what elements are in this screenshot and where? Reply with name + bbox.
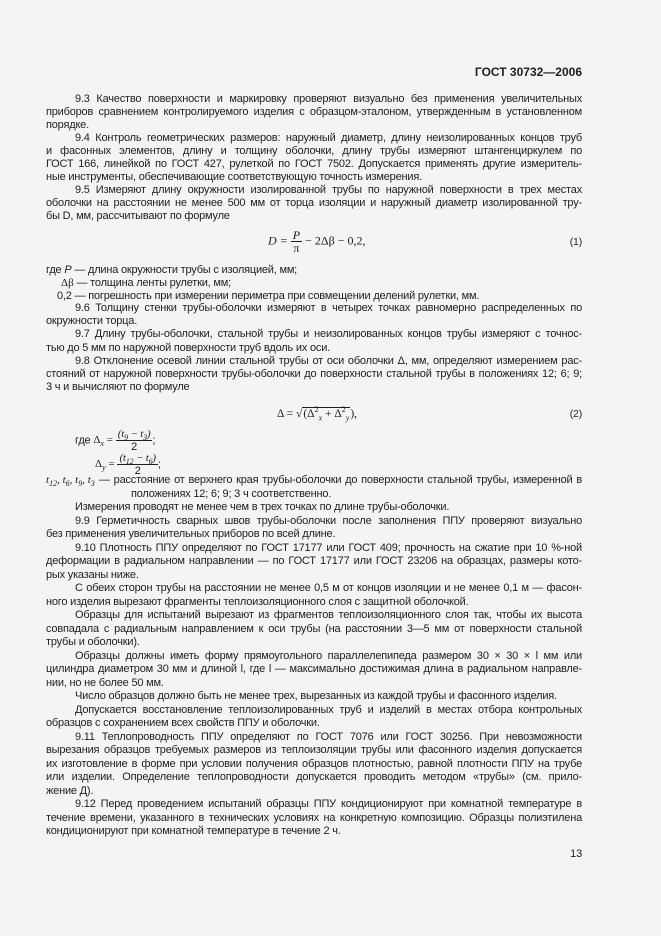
sub-y: y (345, 413, 350, 423)
section-measurements-9-9-to-9-12 (46, 501, 582, 839)
paragraph (46, 798, 582, 839)
numerator: $(t_9 - t_3)$ (117, 428, 151, 443)
definition-p (46, 264, 297, 277)
formula-1-numerator: P (292, 228, 301, 242)
text-line: нии, но не более 50 мм. (46, 676, 164, 689)
delta-symbol: Δ (95, 458, 103, 471)
paragraph (46, 609, 582, 650)
text-line: 9.4 Контроль геометрических размеров: наружный диаметр, длину неизолированных концов труб (75, 132, 582, 144)
section-9-6-to-9-8 (46, 302, 582, 394)
text-line: Образцы должны иметь форму прямоугольного параллелепипеда размером 30 × 30 × l мм или (75, 649, 582, 662)
definition-text: — погрешность при измерении периметра при совмещении делений рулетки, мм. (74, 290, 480, 302)
text-line: 3 ч и вычисляют по формуле (46, 381, 190, 394)
text-line: Допускается восстановление теплоизолированных труб и изделий в местах отбора контрольных (75, 703, 582, 716)
delta-x-fraction (116, 428, 156, 453)
delta-y: Δ (334, 408, 342, 420)
sub: x (100, 439, 104, 449)
text-line: и фасонных элементов, длину и толщину оболочки, длину трубы измеряют штангенциркулем по (46, 145, 582, 157)
formula-1-lhs: D = (268, 233, 288, 248)
page-number: 13 (570, 848, 582, 860)
power: 2 (341, 405, 346, 415)
paragraph (46, 515, 582, 542)
paragraph (46, 328, 582, 354)
formula-2 (277, 405, 358, 423)
paragraph (46, 184, 582, 223)
text-line: стояний от наружной поверхности трубы-оболочки до поверхности стальной трубы в положениях 12; 6; 9; (46, 367, 582, 380)
text-line: жение Д). (46, 784, 94, 797)
paragraph (46, 650, 582, 691)
text-line: приборов сравнением контролируемого изделия с образцом-эталоном, утвержденным в установленном (46, 106, 582, 118)
text-line: течение времени, указанного в технических условиях на конкретную композицию. Образцы полиэтилена (46, 811, 582, 824)
section-9-3-to-9-5 (46, 93, 582, 223)
text-line: 9.6 Толщину стенки трубы-оболочки измеряют в четырех точках равномерно распределенных по (75, 302, 582, 314)
definition-symbol: Δβ (61, 277, 74, 289)
text-line: 9.3 Качество поверхности и маркировку проверяют визуально без применения увеличительных (75, 93, 582, 105)
formula-1-denominator: π (291, 241, 302, 254)
text-line: их изготовление в форме при условии получения образцов плотностью, равной плотности ППУ на трубе (46, 757, 582, 770)
paragraph (46, 704, 582, 731)
paragraph (46, 582, 582, 609)
text-line: 9.12 Перед проведением испытаний образцы ППУ кондиционируют при комнатной температуре в (75, 798, 582, 810)
text-line: 9.8 Отклонение осевой линии стальной трубы от оси оболочки Δ, мм, определяют измерением рас- (75, 354, 582, 367)
text-line: порядке. (46, 119, 89, 131)
text-line: совпадала с радиальным направлением к оси трубы (на расстоянии 3—5 мм от поверхности стальной (46, 622, 582, 635)
text-line: вырезания образцов требуемых размеров из теплоизоляции трубы или фасонного изделия допускается (46, 744, 582, 756)
text-line: оболочки на расстоянии не менее 500 мм от торца изоляции и наружный диаметр изолированной тру- (46, 197, 582, 209)
denominator: 2 (131, 441, 138, 453)
numerator: $(t_{12} - t_6)$ (119, 452, 156, 467)
definition-text: — толщина ленты рулетки, мм; (76, 277, 231, 289)
power: 2 (314, 405, 319, 415)
semicolon: ; (152, 434, 156, 447)
text-line: цилиндра диаметром 30 мм и длиной l, где l — максимально достижимая длина в радиальном направле- (46, 663, 582, 675)
formula-1-fraction (291, 229, 302, 254)
text-line: Образцы для испытаний вырезают из фрагментов теплоизоляционного слоя так, чтобы их высота (75, 609, 582, 621)
text-line: рых указаны ниже. (46, 568, 139, 581)
paragraph (46, 132, 582, 184)
formula-1-rest: − 2Δβ − 0,2, (305, 233, 366, 248)
definition-symbol: P (64, 264, 72, 276)
text-line: кондиционируют при комнатной температуре в течение 2 ч. (46, 825, 341, 837)
delta-x: Δ (307, 408, 315, 420)
t-definition (46, 474, 582, 501)
paragraph (46, 542, 582, 583)
equals: = (106, 434, 113, 447)
text-line: ГОСТ 166, линейкой по ГОСТ 427, рулеткой по ГОСТ 7502. Допускается применять другие измеритель- (46, 158, 582, 170)
delta-symbol: Δ (93, 434, 101, 447)
text-line: 9.10 Плотность ППУ определяют по ГОСТ 17177 или ГОСТ 409; прочность на сжатие при 10 %-ной (75, 541, 582, 554)
definition-symbol: 0,2 (57, 290, 72, 302)
formula-1-number: (1) (569, 236, 582, 248)
text-line: образцов с сохранением всех свойств ППУ и оболочки. (46, 717, 320, 729)
paragraph (46, 731, 582, 799)
text-line: 9.11 Теплопроводность ППУ определяют по ГОСТ 7076 или ГОСТ 30256. При невозможности (75, 730, 582, 743)
sub: y (102, 463, 106, 473)
formula-1 (268, 229, 365, 254)
delta-x-definition (75, 428, 155, 453)
paragraph (46, 93, 582, 132)
sub-x: x (318, 413, 323, 423)
text-line: 9.7 Длину трубы-оболочки, стальной трубы и неизолированных концов трубы измеряют с точнос- (75, 328, 582, 341)
semicolon: ; (157, 458, 161, 471)
plus: + (325, 408, 332, 420)
text-line: С обеих сторон трубы на расстоянии не менее 0,5 м от концов изоляции и не менее 0,1 м — фасон- (75, 582, 582, 594)
where-label: где (75, 434, 91, 447)
text-line: 9.9 Герметичность сварных швов трубы-оболочки после заполнения ППУ проверяют визуально (75, 514, 582, 527)
text-line: — расстояние от верхнего края трубы-оболочки до поверхности стальной трубы, измеренной в (99, 474, 582, 486)
text-line: Число образцов должно быть не менее трех, вырезанных из каждой трубы и фасонного изделия. (75, 690, 557, 702)
definition-text: — длина окружности трубы с изоляцией, мм; (74, 264, 298, 276)
paragraph (46, 355, 582, 395)
paren: ), (350, 408, 358, 420)
sqrt-icon: √ (296, 408, 303, 420)
text-line: окружности торца. (46, 315, 138, 328)
paragraph (46, 302, 582, 328)
formula-2-number: (2) (569, 408, 582, 420)
text-line: трубы и оболочки). (46, 636, 140, 648)
text-line: бы D, мм, рассчитывают по формуле (46, 210, 230, 222)
text-line: положениях 12; 6; 9; 3 ч соответственно. (131, 487, 332, 500)
where-label: где (46, 264, 62, 276)
text-line: ные инструменты, обеспечивающие соответствующую точность измерения. (46, 171, 422, 183)
definition-delta-beta (61, 277, 231, 290)
formula-2-lhs: Δ = (277, 408, 294, 420)
text-line: без применения увеличительных приборов по всей длине. (46, 528, 336, 540)
text-line: Измерения проводят не менее чем в трех точках по длине трубы-оболочки. (75, 501, 450, 513)
paren: ( (303, 408, 308, 420)
t-symbols: $t_{12}$, $t_6$, $t_9$, $t_3$ (46, 474, 95, 489)
equals: = (108, 458, 115, 471)
text-line: тью до 5 мм по наружной поверхности труб вдоль их оси. (46, 341, 331, 354)
formula-2-radicand (302, 405, 350, 423)
text-line: или изделии. Определение теплопроводности допускается проводить методом «трубы» (см. прило- (46, 771, 582, 783)
paragraph (46, 690, 582, 704)
denominator: 2 (134, 465, 141, 477)
text-line: ного изделия вырезают фрагменты теплоизоляционного слоя с защитной оболочкой. (46, 595, 469, 608)
text-line: 9.5 Измеряют длину окружности изолированной трубы по наружной поверхности в трех местах (75, 184, 582, 196)
paragraph (46, 501, 582, 515)
document-header-id: ГОСТ 30732—2006 (474, 65, 582, 79)
text-line: деформации в радиальном направлении — по ГОСТ 17177 или ГОСТ 23206 на образцах, размеры кото- (46, 555, 582, 567)
